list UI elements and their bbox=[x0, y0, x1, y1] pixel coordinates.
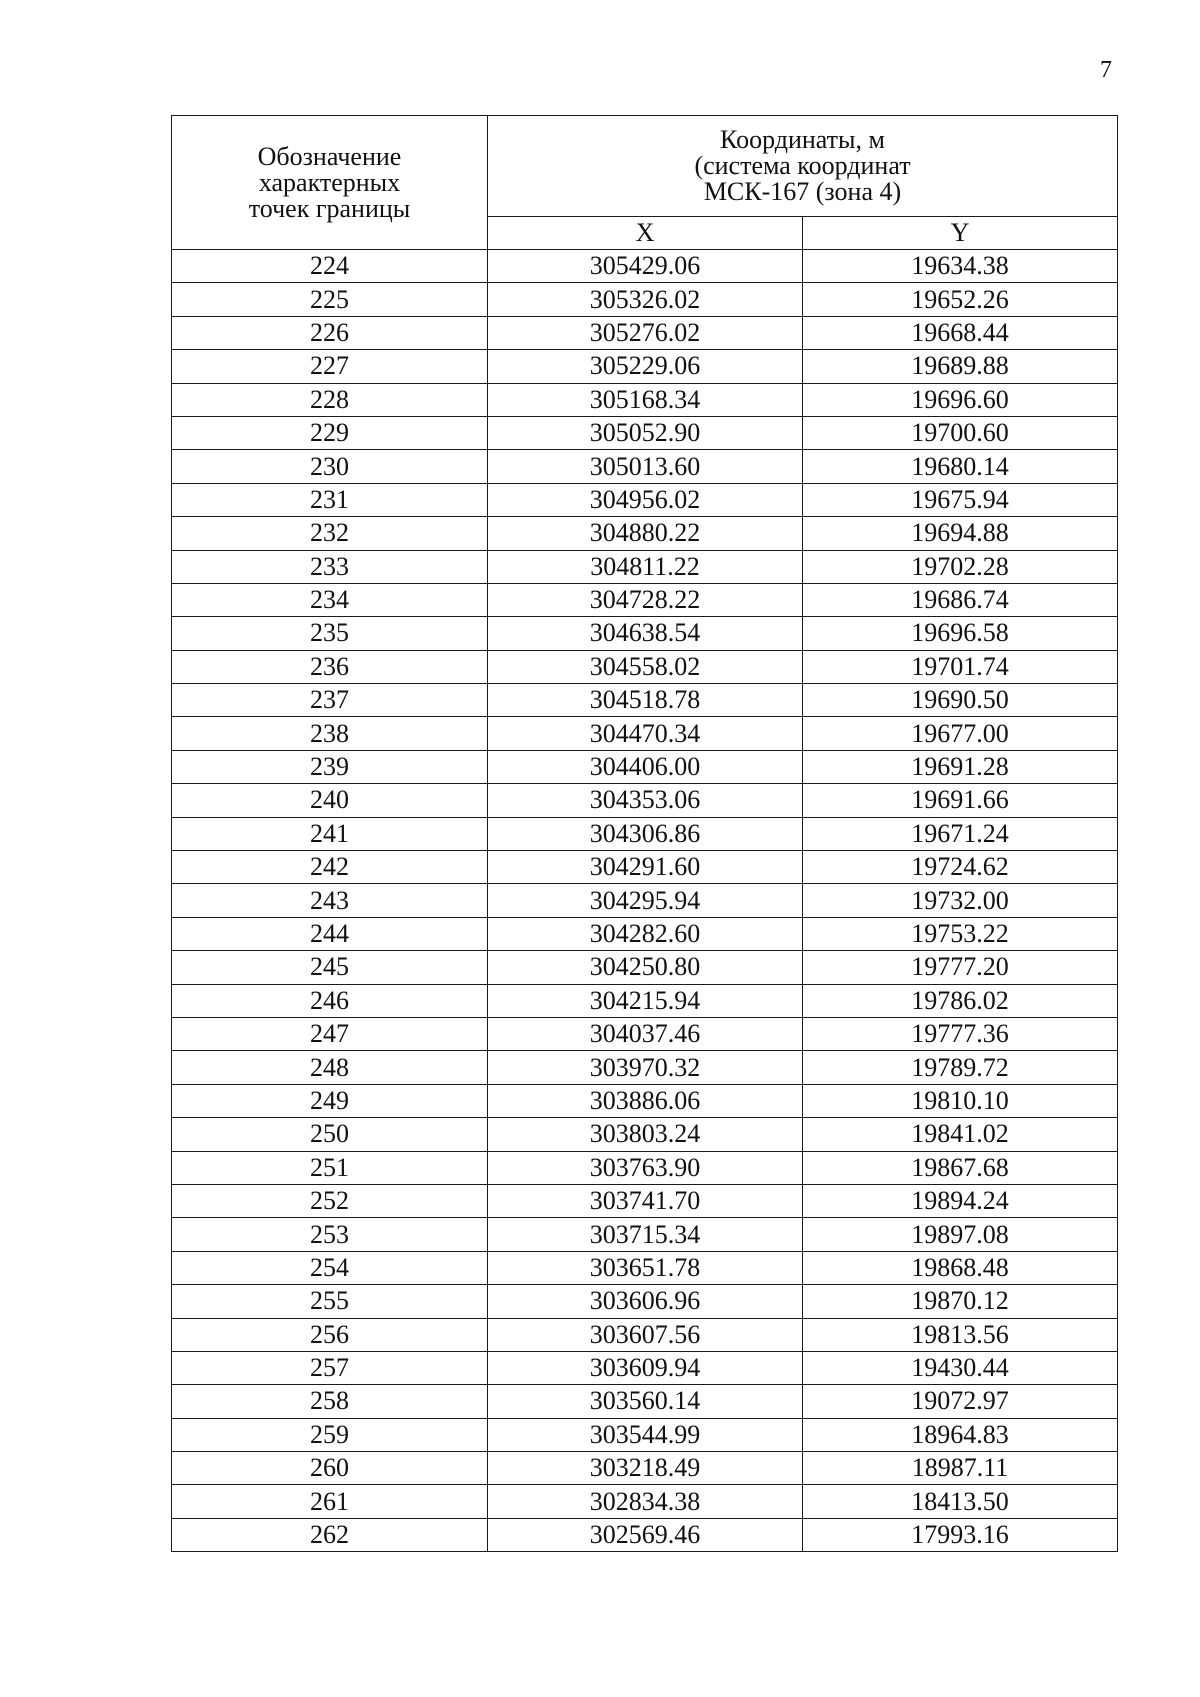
table-row bbox=[172, 1385, 1118, 1418]
y-cell: 19671.24 bbox=[803, 817, 1118, 850]
point-header-line: точек границы bbox=[248, 193, 411, 223]
table-row bbox=[172, 483, 1118, 516]
point-cell: 246 bbox=[172, 984, 488, 1017]
point-cell: 233 bbox=[172, 550, 488, 583]
x-cell: 304291.60 bbox=[488, 851, 803, 884]
point-cell: 255 bbox=[172, 1285, 488, 1318]
table-row bbox=[172, 750, 1118, 783]
point-cell: 228 bbox=[172, 383, 488, 416]
table-row bbox=[172, 817, 1118, 850]
table-row bbox=[172, 684, 1118, 717]
x-cell: 304282.60 bbox=[488, 917, 803, 950]
y-cell: 19696.58 bbox=[803, 617, 1118, 650]
table-row bbox=[172, 1118, 1118, 1151]
x-column-header: X bbox=[488, 216, 803, 250]
x-cell: 302834.38 bbox=[488, 1485, 803, 1518]
x-cell: 303886.06 bbox=[488, 1084, 803, 1117]
table-row bbox=[172, 517, 1118, 550]
x-cell: 304880.22 bbox=[488, 517, 803, 550]
x-cell: 304406.00 bbox=[488, 750, 803, 783]
point-cell: 231 bbox=[172, 483, 488, 516]
point-cell: 236 bbox=[172, 650, 488, 683]
point-cell: 249 bbox=[172, 1084, 488, 1117]
point-cell: 242 bbox=[172, 851, 488, 884]
x-cell: 305052.90 bbox=[488, 416, 803, 449]
table-row bbox=[172, 350, 1118, 383]
point-header-line: характерных bbox=[258, 167, 401, 197]
y-cell: 18987.11 bbox=[803, 1452, 1118, 1485]
y-cell: 19680.14 bbox=[803, 450, 1118, 483]
x-cell: 304306.86 bbox=[488, 817, 803, 850]
point-cell: 258 bbox=[172, 1385, 488, 1418]
y-cell: 19430.44 bbox=[803, 1351, 1118, 1384]
point-cell: 253 bbox=[172, 1218, 488, 1251]
point-cell: 257 bbox=[172, 1351, 488, 1384]
x-cell: 304037.46 bbox=[488, 1017, 803, 1050]
y-cell: 19777.20 bbox=[803, 951, 1118, 984]
table-row bbox=[172, 1351, 1118, 1384]
point-cell: 260 bbox=[172, 1452, 488, 1485]
y-cell: 19868.48 bbox=[803, 1251, 1118, 1284]
y-cell: 19691.28 bbox=[803, 750, 1118, 783]
table-row bbox=[172, 1251, 1118, 1284]
table-row bbox=[172, 283, 1118, 316]
y-cell: 19841.02 bbox=[803, 1118, 1118, 1151]
point-cell: 254 bbox=[172, 1251, 488, 1284]
point-cell: 235 bbox=[172, 617, 488, 650]
table-row bbox=[172, 383, 1118, 416]
x-cell: 304956.02 bbox=[488, 483, 803, 516]
x-cell: 303607.56 bbox=[488, 1318, 803, 1351]
x-cell: 304811.22 bbox=[488, 550, 803, 583]
x-cell: 304470.34 bbox=[488, 717, 803, 750]
y-cell: 19689.88 bbox=[803, 350, 1118, 383]
coord-header-line: МСК-167 (зона 4) bbox=[703, 176, 902, 206]
y-cell: 19700.60 bbox=[803, 416, 1118, 449]
x-cell: 303544.99 bbox=[488, 1418, 803, 1451]
table-row bbox=[172, 1151, 1118, 1184]
x-cell: 303741.70 bbox=[488, 1184, 803, 1217]
x-cell: 305013.60 bbox=[488, 450, 803, 483]
x-cell: 304295.94 bbox=[488, 884, 803, 917]
table-row bbox=[172, 917, 1118, 950]
y-cell: 19668.44 bbox=[803, 316, 1118, 349]
y-cell: 19813.56 bbox=[803, 1318, 1118, 1351]
y-cell: 19789.72 bbox=[803, 1051, 1118, 1084]
y-cell: 19694.88 bbox=[803, 517, 1118, 550]
table-row bbox=[172, 1452, 1118, 1485]
x-cell: 305229.06 bbox=[488, 350, 803, 383]
x-cell: 303609.94 bbox=[488, 1351, 803, 1384]
point-cell: 238 bbox=[172, 717, 488, 750]
x-cell: 303763.90 bbox=[488, 1151, 803, 1184]
point-cell: 244 bbox=[172, 917, 488, 950]
table-row bbox=[172, 984, 1118, 1017]
point-cell: 256 bbox=[172, 1318, 488, 1351]
x-cell: 304215.94 bbox=[488, 984, 803, 1017]
x-cell: 304353.06 bbox=[488, 784, 803, 817]
point-cell: 224 bbox=[172, 250, 488, 283]
y-cell: 19810.10 bbox=[803, 1084, 1118, 1117]
point-cell: 251 bbox=[172, 1151, 488, 1184]
point-cell: 227 bbox=[172, 350, 488, 383]
page-number: 7 bbox=[1100, 57, 1112, 83]
table-row bbox=[172, 1051, 1118, 1084]
x-cell: 303218.49 bbox=[488, 1452, 803, 1485]
x-cell: 304558.02 bbox=[488, 650, 803, 683]
y-cell: 19786.02 bbox=[803, 984, 1118, 1017]
y-cell: 19696.60 bbox=[803, 383, 1118, 416]
table-row bbox=[172, 784, 1118, 817]
coordinates-table bbox=[171, 115, 1118, 1552]
point-cell: 239 bbox=[172, 750, 488, 783]
y-cell: 19732.00 bbox=[803, 884, 1118, 917]
table-row bbox=[172, 884, 1118, 917]
table-row bbox=[172, 951, 1118, 984]
table-row bbox=[172, 1485, 1118, 1518]
point-cell: 252 bbox=[172, 1184, 488, 1217]
point-designation-header bbox=[172, 116, 488, 250]
y-cell: 17993.16 bbox=[803, 1518, 1118, 1551]
point-cell: 241 bbox=[172, 817, 488, 850]
table-row bbox=[172, 416, 1118, 449]
x-cell: 304638.54 bbox=[488, 617, 803, 650]
x-cell: 303560.14 bbox=[488, 1385, 803, 1418]
table-row bbox=[172, 250, 1118, 283]
x-cell: 305168.34 bbox=[488, 383, 803, 416]
point-cell: 262 bbox=[172, 1518, 488, 1551]
table-row bbox=[172, 316, 1118, 349]
x-cell: 305429.06 bbox=[488, 250, 803, 283]
y-cell: 19894.24 bbox=[803, 1184, 1118, 1217]
point-cell: 248 bbox=[172, 1051, 488, 1084]
y-cell: 19652.26 bbox=[803, 283, 1118, 316]
y-cell: 19677.00 bbox=[803, 717, 1118, 750]
table-row bbox=[172, 1285, 1118, 1318]
y-cell: 19702.28 bbox=[803, 550, 1118, 583]
table-row bbox=[172, 1518, 1118, 1551]
y-cell: 19724.62 bbox=[803, 851, 1118, 884]
coord-header-line: (система координат bbox=[694, 150, 911, 180]
x-cell: 303803.24 bbox=[488, 1118, 803, 1151]
y-cell: 19691.66 bbox=[803, 784, 1118, 817]
coord-header-line: Координаты, м bbox=[720, 124, 885, 154]
table-row bbox=[172, 717, 1118, 750]
table-row bbox=[172, 1084, 1118, 1117]
x-cell: 304728.22 bbox=[488, 583, 803, 616]
table-row bbox=[172, 1218, 1118, 1251]
table-row bbox=[172, 1184, 1118, 1217]
table-row bbox=[172, 1418, 1118, 1451]
table-row bbox=[172, 1318, 1118, 1351]
table-header bbox=[172, 116, 1118, 250]
y-cell: 18964.83 bbox=[803, 1418, 1118, 1451]
coordinates-header bbox=[488, 116, 1118, 217]
y-cell: 19867.68 bbox=[803, 1151, 1118, 1184]
point-cell: 226 bbox=[172, 316, 488, 349]
y-cell: 19072.97 bbox=[803, 1385, 1118, 1418]
point-cell: 237 bbox=[172, 684, 488, 717]
point-cell: 234 bbox=[172, 583, 488, 616]
y-cell: 19753.22 bbox=[803, 917, 1118, 950]
point-cell: 232 bbox=[172, 517, 488, 550]
x-cell: 303651.78 bbox=[488, 1251, 803, 1284]
y-cell: 19897.08 bbox=[803, 1218, 1118, 1251]
point-cell: 240 bbox=[172, 784, 488, 817]
point-cell: 243 bbox=[172, 884, 488, 917]
x-cell: 303606.96 bbox=[488, 1285, 803, 1318]
y-cell: 19777.36 bbox=[803, 1017, 1118, 1050]
y-cell: 19675.94 bbox=[803, 483, 1118, 516]
point-cell: 259 bbox=[172, 1418, 488, 1451]
y-cell: 19686.74 bbox=[803, 583, 1118, 616]
y-cell: 19690.50 bbox=[803, 684, 1118, 717]
y-cell: 19701.74 bbox=[803, 650, 1118, 683]
y-cell: 19870.12 bbox=[803, 1285, 1118, 1318]
point-cell: 229 bbox=[172, 416, 488, 449]
point-cell: 247 bbox=[172, 1017, 488, 1050]
point-cell: 261 bbox=[172, 1485, 488, 1518]
x-cell: 302569.46 bbox=[488, 1518, 803, 1551]
y-cell: 18413.50 bbox=[803, 1485, 1118, 1518]
table-row bbox=[172, 583, 1118, 616]
table-body bbox=[172, 250, 1118, 1552]
y-column-header: Y bbox=[803, 216, 1118, 250]
table-row bbox=[172, 650, 1118, 683]
x-cell: 304250.80 bbox=[488, 951, 803, 984]
point-cell: 225 bbox=[172, 283, 488, 316]
y-cell: 19634.38 bbox=[803, 250, 1118, 283]
table-row bbox=[172, 1017, 1118, 1050]
x-cell: 303715.34 bbox=[488, 1218, 803, 1251]
table-row bbox=[172, 450, 1118, 483]
table-row bbox=[172, 550, 1118, 583]
point-cell: 250 bbox=[172, 1118, 488, 1151]
x-cell: 304518.78 bbox=[488, 684, 803, 717]
point-header-line: Обозначение bbox=[257, 141, 402, 171]
point-cell: 245 bbox=[172, 951, 488, 984]
table-row bbox=[172, 851, 1118, 884]
table-row bbox=[172, 617, 1118, 650]
point-cell: 230 bbox=[172, 450, 488, 483]
x-cell: 303970.32 bbox=[488, 1051, 803, 1084]
x-cell: 305326.02 bbox=[488, 283, 803, 316]
x-cell: 305276.02 bbox=[488, 316, 803, 349]
